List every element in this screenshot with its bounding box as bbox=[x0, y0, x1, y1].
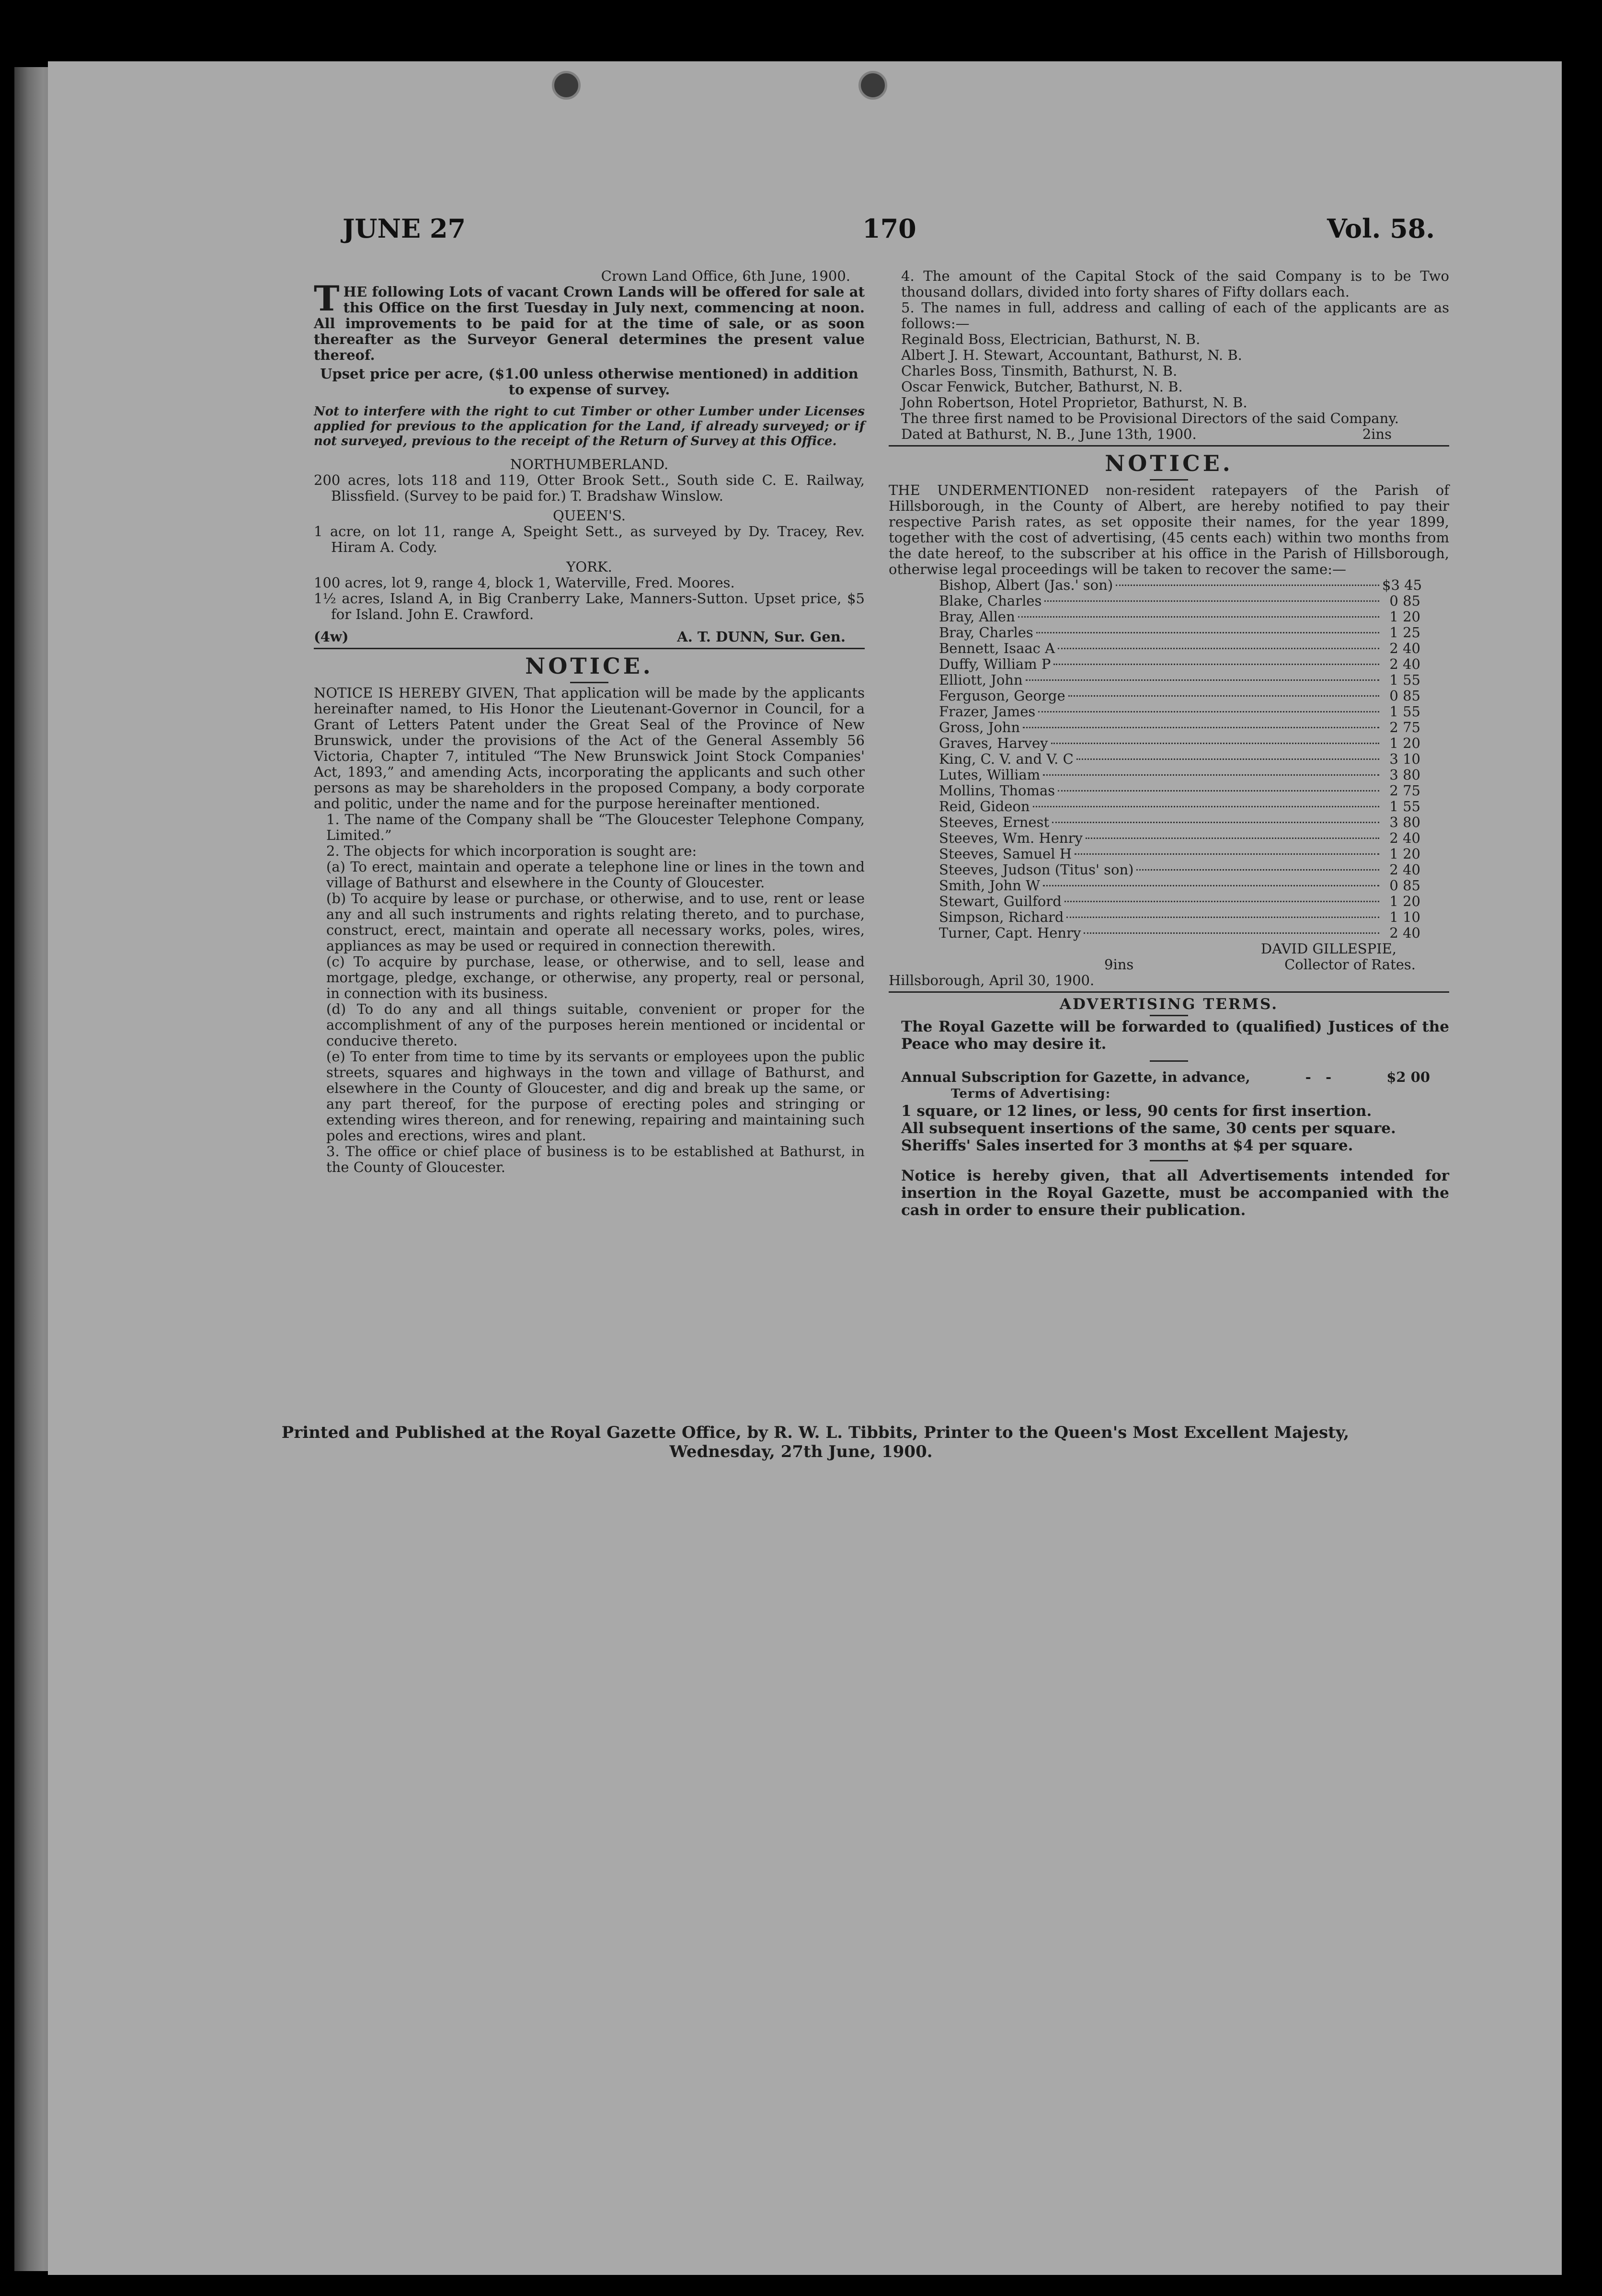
advertising-notice: Notice is hereby given, that all Advertisements intended for insertion in the Royal Gazette, must be accompanied with the cash in order to ensure their publication. bbox=[901, 1167, 1449, 1219]
italic-note: Not to interfere with the right to cut Timber or other Lumber under Licenses applied for previous to the application for the Land, if already surveyed; or if not surveyed, previous to the receipt of the Return of Survey at this Office. bbox=[314, 404, 865, 448]
crown-land-intro: THE following Lots of vacant Crown Lands will be offered for sale at this Office on the first Tuesday in July next, commencing at noon. All improvements to be paid for at the time of sale, or as soon thereafter as the Surveyor General determines the present value thereof. bbox=[314, 278, 865, 363]
notice-item: (e) To enter from time to time by its servants or employees upon the public streets, squares and highways in the town and village of Bathurst, and elsewhere in the County of Gloucester, and dig and break up the same, or any part thereof, for the purpose of erecting poles and stringing or extending wires thereon, and for renewing, repairing and maintaining such poles and erections, wires and plant. bbox=[326, 1048, 865, 1144]
divider bbox=[1150, 479, 1188, 481]
divider bbox=[1150, 1160, 1188, 1161]
list-item: Mollins, Thomas 2 75 bbox=[939, 782, 1420, 799]
list-item: Blake, Charles 0 85 bbox=[939, 593, 1420, 609]
ratepayers-intro: THE UNDERMENTIONED non-resident ratepayers of the Parish of Hillsborough, in the County of Albert, are hereby notified to pay their respective Parish rates, as set opposite their names, for the year 1899, together with the cost of advertising, (45 cents each) within two months from the date hereof, to the subscriber at his office in the Parish of Hillsborough, otherwise legal proceedings will be taken to recover the same:— bbox=[889, 482, 1449, 577]
upset-price: Upset price per acre, ($1.00 unless otherwise mentioned) in addition to expense of survey. bbox=[320, 366, 858, 398]
lot-entry: 1½ acres, Island A, in Big Cranberry Lake, Manners-Sutton. Upset price, $5 for Island. John E. Crawford. bbox=[314, 590, 865, 622]
applicant: Albert J. H. Stewart, Accountant, Bathurst, N. B. bbox=[901, 347, 1242, 363]
list-item: Gross, John 2 75 bbox=[939, 719, 1420, 735]
applicant: Charles Boss, Tinsmith, Bathurst, N. B. bbox=[901, 363, 1178, 379]
advertising-line: The Royal Gazette will be forwarded to (qualified) Justices of the Peace who may desire it. bbox=[901, 1018, 1449, 1053]
crown-land-office-line: Crown Land Office, 6th June, 1900. bbox=[601, 268, 850, 284]
header-date: JUNE 27 bbox=[343, 213, 466, 244]
advertising-terms bbox=[889, 996, 1449, 1219]
county-heading: NORTHUMBERLAND. bbox=[510, 456, 669, 472]
terms-line: Sheriffs' Sales inserted for 3 months at $4 per square. bbox=[901, 1137, 1353, 1154]
terms-line: 1 square, or 12 lines, or less, 90 cents for first insertion. bbox=[901, 1102, 1372, 1120]
county-heading: YORK. bbox=[566, 559, 612, 575]
list-item: Turner, Capt. Henry 2 40 bbox=[939, 925, 1420, 941]
list-item: Smith, John W 0 85 bbox=[939, 877, 1420, 894]
lot-entry: 100 acres, lot 9, range 4, block 1, Waterville, Fred. Moores. bbox=[314, 574, 735, 591]
divider bbox=[1150, 1015, 1188, 1016]
divider bbox=[889, 445, 1449, 447]
advertising-heading: ADVERTISING TERMS. bbox=[1059, 996, 1279, 1013]
directors-note: The three first named to be Provisional Directors of the said Company. bbox=[901, 410, 1399, 426]
county-heading: QUEEN'S. bbox=[553, 507, 626, 524]
notice-item: (a) To erect, maintain and operate a telephone line or lines in the town and village of Bathurst and elsewhere in the County of Gloucester. bbox=[326, 859, 865, 891]
telephone-notice-intro: NOTICE IS HEREBY GIVEN, That application will be made by the applicants hereinafter named, to His Honor the Lieutenant-Governor in Council, for a Grant of Letters Patent under the Great Seal of the Province of New Brunswick, under the provisions of the Act of the General Assembly 56 Victoria, Chapter 7, intituled “The New Brunswick Joint Stock Companies' Act, 1893,” and amending Acts, incorporating the applicants and such other persons as may be shareholders in the proposed Company, a body corporate and politic, under the name and for the purpose hereinafter mentioned. bbox=[314, 685, 865, 812]
binding-hole bbox=[858, 71, 887, 100]
signature: A. T. DUNN, Sur. Gen. bbox=[677, 629, 846, 645]
list-item: Simpson, Richard 1 10 bbox=[939, 909, 1420, 925]
notice-heading: NOTICE. bbox=[525, 653, 653, 679]
telephone-dated-line bbox=[889, 426, 1449, 442]
subscription-line: Annual Subscription for Gazette, in advance, - - $2 00 bbox=[889, 1069, 1449, 1085]
right-column bbox=[889, 268, 1449, 1219]
insertion-count: (4w) bbox=[314, 629, 349, 645]
applicant: John Robertson, Hotel Proprietor, Bathurst, N. B. bbox=[901, 394, 1247, 411]
insertion-count: 9ins bbox=[1104, 956, 1134, 973]
notice-item: 3. The office or chief place of business is to be established at Bathurst, in the County of Gloucester. bbox=[326, 1143, 865, 1175]
divider bbox=[570, 682, 608, 683]
list-item: Reid, Gideon 1 55 bbox=[939, 798, 1420, 815]
collector-name: DAVID GILLESPIE, bbox=[1260, 941, 1396, 957]
divider bbox=[1150, 1060, 1188, 1062]
notice-item: (d) To do any and all things suitable, convenient or proper for the accomplishment of any of the purposes herein mentioned or incidental or conducive thereto. bbox=[326, 1001, 865, 1049]
ratepayers-list bbox=[889, 577, 1449, 941]
notice-item: 1. The name of the Company shall be “The Gloucester Telephone Company, Limited.” bbox=[326, 811, 865, 843]
left-column bbox=[314, 268, 865, 1175]
list-item: Bishop, Albert (Jas.' son) $3 45 bbox=[939, 577, 1422, 593]
list-item: Steeves, Wm. Henry 2 40 bbox=[939, 830, 1420, 846]
collector-line bbox=[889, 957, 1449, 973]
applicant: Oscar Fenwick, Butcher, Bathurst, N. B. bbox=[901, 379, 1183, 395]
terms-line: All subsequent insertions of the same, 30 cents per square. bbox=[901, 1120, 1396, 1137]
lot-entry: 1 acre, on lot 11, range A, Speight Sett., as surveyed by Dy. Tracey, Rev. Hiram A. Cody. bbox=[314, 523, 865, 555]
binding-hole bbox=[552, 71, 581, 100]
header-page-number: 170 bbox=[862, 213, 916, 244]
notice-item: (c) To acquire by purchase, lease, or otherwise, and to sell, lease and mortgage, pledge, exchange, or otherwise, any property, real or personal, in connection with its business. bbox=[326, 953, 865, 1001]
ratepayers-dated: Hillsborough, April 30, 1900. bbox=[889, 972, 1095, 988]
divider bbox=[889, 991, 1449, 993]
lot-entry: 200 acres, lots 118 and 119, Otter Brook Sett., South side C. E. Railway, Blissfield. (Survey to be paid for.) T. Bradshaw Winslow. bbox=[314, 472, 865, 504]
list-item: Steeves, Samuel H 1 20 bbox=[939, 846, 1420, 862]
notice-item: 5. The names in full, address and calling of each of the applicants are as follows:— bbox=[901, 299, 1449, 332]
list-item: Stewart, Guilford 1 20 bbox=[939, 893, 1420, 909]
list-item: Ferguson, George 0 85 bbox=[939, 688, 1420, 704]
list-item: Bennett, Isaac A 2 40 bbox=[939, 640, 1420, 656]
list-item: Steeves, Ernest 3 80 bbox=[939, 814, 1420, 830]
list-item: Elliott, John 1 55 bbox=[939, 672, 1420, 688]
list-item: Steeves, Judson (Titus' son) 2 40 bbox=[939, 861, 1420, 878]
notice-item: 4. The amount of the Capital Stock of the said Company is to be Two thousand dollars, divided into forty shares of Fifty dollars each. bbox=[901, 268, 1449, 300]
notice-heading: NOTICE. bbox=[1105, 450, 1233, 476]
subscription-price: $2 00 bbox=[1386, 1069, 1430, 1085]
footer-line: Printed and Published at the Royal Gazette Office, by R. W. L. Tibbits, Printer to the Queen's Most Excellent Majesty, bbox=[281, 1423, 1350, 1442]
printer-footer bbox=[0, 1423, 1602, 1461]
list-item: King, C. V. and V. C 3 10 bbox=[939, 751, 1420, 767]
collector-title: Collector of Rates. bbox=[1284, 956, 1416, 973]
crown-land-signature-line bbox=[314, 629, 865, 645]
terms-heading: Terms of Advertising: bbox=[951, 1087, 1111, 1101]
list-item: Graves, Harvey 1 20 bbox=[939, 735, 1420, 751]
list-item: Bray, Allen 1 20 bbox=[939, 608, 1420, 625]
notice-item: (b) To acquire by lease or purchase, or otherwise, and to use, rent or lease any and all such instruments and rights relating thereto, and to purchase, construct, erect, maintain and operate all necessary works, poles, wires, appliances as may be used or required in connection therewith. bbox=[326, 890, 865, 954]
list-item: Frazer, James 1 55 bbox=[939, 703, 1420, 720]
applicant: Reginald Boss, Electrician, Bathurst, N. B. bbox=[901, 331, 1201, 347]
footer-line: Wednesday, 27th June, 1900. bbox=[669, 1442, 933, 1461]
divider bbox=[314, 648, 865, 649]
dated: Dated at Bathurst, N. B., June 13th, 1900. bbox=[901, 426, 1197, 442]
list-item: Bray, Charles 1 25 bbox=[939, 624, 1420, 641]
list-item: Duffy, William P 2 40 bbox=[939, 656, 1420, 672]
list-item: Lutes, William 3 80 bbox=[939, 767, 1420, 783]
notice-item: 2. The objects for which incorporation is sought are: bbox=[326, 843, 697, 859]
header-volume: Vol. 58. bbox=[1327, 213, 1435, 244]
insertion-count: 2ins bbox=[1362, 426, 1392, 442]
subscription-label: Annual Subscription for Gazette, in advance, bbox=[901, 1069, 1250, 1085]
